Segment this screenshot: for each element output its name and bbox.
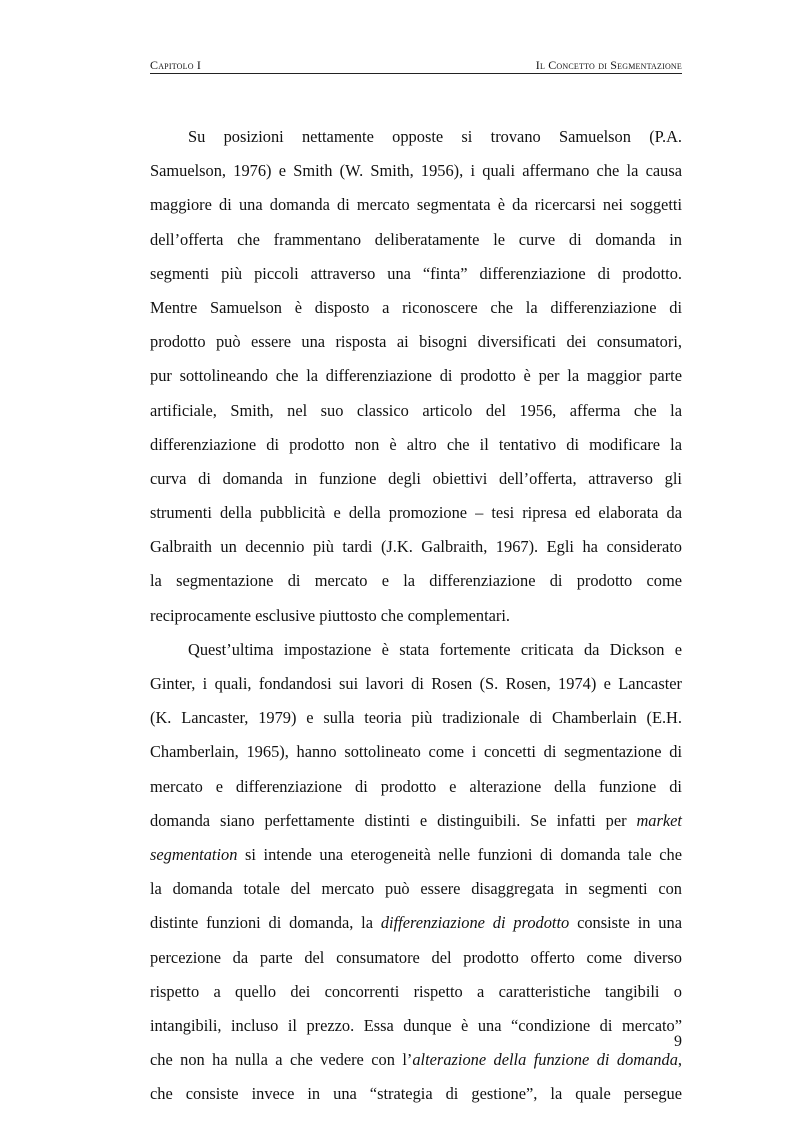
text-line: [150, 906, 682, 940]
text-line: [150, 804, 682, 838]
text-line: Ginter, i quali, fondandosi sui lavori di Rosen (S. Rosen, 1974) e Lancaster: [150, 674, 682, 693]
paragraph-1: [150, 120, 682, 633]
text-line: artificiale, Smith, nel suo classico articolo del 1956, afferma che la: [150, 400, 682, 420]
text-line: Galbraith un decennio più tardi (J.K. Galbraith, 1967). Egli ha considerato: [150, 537, 682, 557]
text-line: Samuelson, 1976) e Smith (W. Smith, 1956), i quali affermano che la causa: [150, 161, 682, 181]
text-line: Chamberlain, 1965), hanno sottolineato come i concetti di segmentazione di: [150, 742, 682, 762]
running-header: [150, 55, 682, 74]
text-run: domanda siano perfettamente distinti e distinguibili. Se infatti per: [150, 810, 627, 830]
text-line: [150, 838, 682, 872]
text-run: consiste in una: [577, 913, 682, 933]
text-line: che consiste invece in una “strategia di gestione”, la quale persegue: [150, 1084, 682, 1104]
text-line: segmenti più piccoli attraverso una “finta” differenziazione di prodotto.: [150, 263, 682, 283]
text-line: dell’offerta che frammentano deliberatamente le curve di domanda in: [150, 229, 682, 249]
section-title: Il Concetto di Segmentazione: [535, 58, 682, 72]
text-line: percezione da parte del consumatore del prodotto offerto come diverso: [150, 947, 682, 967]
text-line: Quest’ultima impostazione è stata fortemente criticata da Dickson e: [188, 639, 682, 659]
text-line: (K. Lancaster, 1979) e sulla teoria più tradizionale di Chamberlain (E.H.: [150, 708, 682, 728]
italic-term: segmentation: [150, 844, 238, 864]
paragraph-2: [150, 633, 682, 1112]
text-line: mercato e differenziazione di prodotto e alterazione della funzione di: [150, 776, 682, 796]
text-line: la domanda totale del mercato può essere disaggregata in segmenti con: [150, 879, 682, 899]
text-line: maggiore di una domanda di mercato segmentata è da ricercarsi nei soggetti: [150, 195, 682, 215]
text-run: che non ha nulla a che vedere con l’: [150, 1050, 413, 1070]
text-run: distinte funzioni di domanda, la: [150, 913, 373, 933]
italic-term: alterazione della funzione di domanda: [412, 1050, 678, 1070]
italic-term: market: [636, 810, 682, 830]
text-line: curva di domanda in funzione degli obiettivi dell’offerta, attraverso gli: [150, 468, 682, 488]
chapter-label: Capitolo I: [150, 58, 202, 72]
text-run: ,: [677, 1050, 682, 1070]
text-line: intangibili, incluso il prezzo. Essa dunque è una “condizione di mercato”: [150, 1015, 682, 1035]
text-line: reciprocamente esclusive piuttosto che complementari.: [150, 605, 511, 625]
text-line: Su posizioni nettamente opposte si trovano Samuelson (P.A.: [188, 127, 682, 146]
page-number: 9: [674, 1033, 682, 1050]
text-line: prodotto può essere una risposta ai bisogni diversificati dei consumatori,: [150, 332, 682, 352]
text-line: [150, 1043, 682, 1077]
text-line: pur sottolineando che la differenziazione di prodotto è per la maggior parte: [150, 366, 682, 386]
text-line: differenziazione di prodotto non è altro che il tentativo di modificare la: [150, 434, 682, 454]
text-run: si intende una eterogeneità nelle funzioni di domanda tale che: [245, 844, 682, 864]
text-line: la segmentazione di mercato e la differenziazione di prodotto come: [150, 571, 682, 591]
text-line: Mentre Samuelson è disposto a riconoscere che la differenziazione di: [150, 297, 682, 317]
body-text: [150, 120, 682, 1111]
text-line: strumenti della pubblicità e della promozione – tesi ripresa ed elaborata da: [150, 503, 682, 523]
text-line: rispetto a quello dei concorrenti rispetto a caratteristiche tangibili o: [150, 981, 682, 1001]
italic-term: differenziazione di prodotto: [380, 913, 570, 933]
